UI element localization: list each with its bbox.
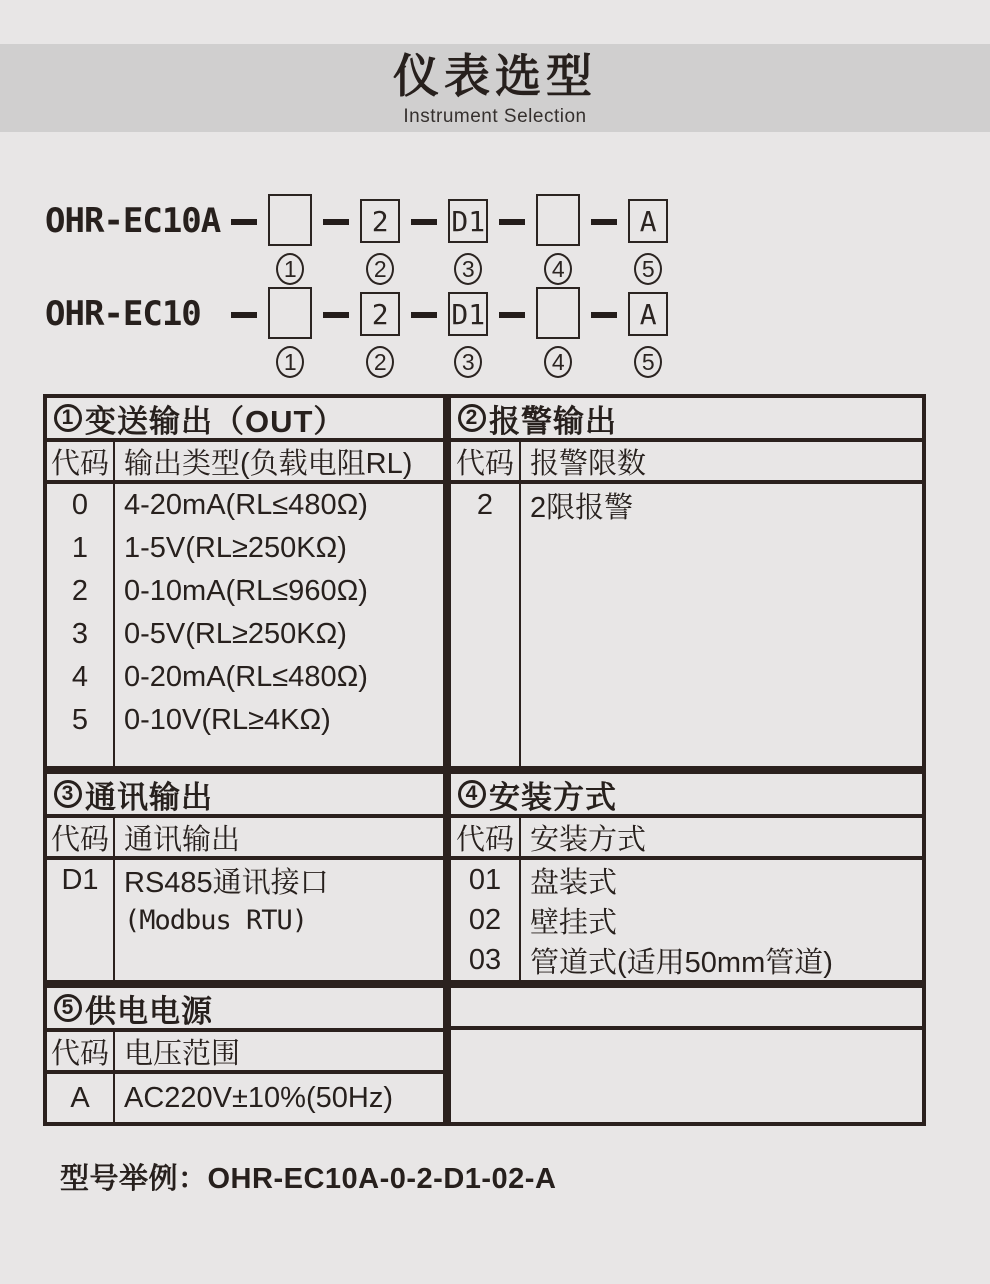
- code-column-header: 代码: [47, 818, 115, 856]
- empty-cell: [451, 1030, 922, 1117]
- code-cell: 2: [71, 575, 89, 607]
- code-box-value: D1: [448, 199, 488, 243]
- circled-number: 1: [54, 404, 82, 432]
- desc-cells: [521, 860, 922, 980]
- title-band: [0, 44, 990, 132]
- dash-separator: [231, 219, 257, 225]
- desc-cells: [115, 484, 443, 766]
- section-transmit-output: [43, 394, 447, 770]
- code-cell: 2: [476, 489, 494, 521]
- column-headers: [47, 442, 443, 484]
- code-cell: 3: [71, 618, 89, 650]
- desc-column-header: 输出类型(负载电阻RL): [124, 447, 413, 480]
- circled-number: 4: [544, 253, 572, 285]
- code-cells: [451, 484, 521, 766]
- code-segment-4: [536, 287, 580, 378]
- code-cell: 1: [71, 532, 89, 564]
- dash-separator: [323, 312, 349, 318]
- code-cell: 03: [468, 943, 502, 976]
- desc-cell: 盘装式: [530, 866, 618, 899]
- code-box-blank: [268, 194, 312, 246]
- code-segment-3: [448, 194, 488, 285]
- section-header: [451, 398, 922, 442]
- model-example-line: 型号举例：OHR-EC10A-0-2-D1-02-A: [60, 1163, 557, 1195]
- dash-separator: [499, 219, 525, 225]
- desc-cell: 管道式(适用50mm管道): [530, 946, 833, 979]
- code-segment-4: [536, 194, 580, 285]
- data-rows: [451, 860, 922, 980]
- desc-cells: [115, 860, 443, 980]
- desc-cell: 0-10mA(RL≤960Ω): [124, 575, 368, 607]
- desc-column-header: 安装方式: [530, 823, 647, 856]
- table-pair-1: [43, 394, 926, 770]
- code-cell: A: [70, 1081, 90, 1114]
- selection-table: [43, 394, 926, 1126]
- desc-cell: RS485通讯接口: [124, 866, 329, 899]
- column-headers: [451, 818, 922, 860]
- section-power-supply: [43, 984, 447, 1126]
- code-box-value: A: [628, 292, 668, 336]
- section-title: 报警输出: [489, 403, 617, 439]
- desc-cell: AC220V±10%(50Hz): [124, 1081, 393, 1114]
- circled-number: 2: [458, 404, 486, 432]
- code-segment-5: [628, 287, 668, 378]
- code-cell: 5: [71, 704, 89, 736]
- code-cell: [47, 900, 113, 940]
- data-rows: [47, 484, 443, 766]
- circled-number: 3: [454, 253, 482, 285]
- code-box-value: D1: [448, 292, 488, 336]
- desc-cell: 0-20mA(RL≤480Ω): [124, 661, 368, 693]
- code-cell: 01: [468, 863, 502, 896]
- dash-separator: [411, 312, 437, 318]
- model-name: OHR-EC10A: [45, 201, 221, 241]
- section-title: 安装方式: [489, 779, 617, 815]
- circled-number: 2: [366, 346, 394, 378]
- section-title: 变送输出（OUT）: [85, 403, 346, 439]
- code-box-value: A: [628, 199, 668, 243]
- data-rows: [47, 860, 443, 980]
- section-header: [47, 398, 443, 442]
- code-box-value: 2: [360, 292, 400, 336]
- data-rows: [47, 1074, 443, 1122]
- column-headers: [47, 818, 443, 860]
- desc-cell: 壁挂式: [530, 906, 618, 939]
- column-headers: [47, 1032, 443, 1074]
- page-subtitle: Instrument Selection: [403, 106, 587, 127]
- desc-cells: [521, 484, 922, 766]
- code-box-blank: [268, 287, 312, 339]
- code-cell: 02: [468, 903, 502, 936]
- circled-number: 2: [366, 253, 394, 285]
- code-segment-5: [628, 194, 668, 285]
- dash-separator: [231, 312, 257, 318]
- table-pair-2: [43, 770, 926, 984]
- circled-number: 3: [454, 346, 482, 378]
- code-cells: [451, 860, 521, 980]
- section-header: [47, 774, 443, 818]
- dash-separator: [591, 219, 617, 225]
- code-cell: 0: [71, 489, 89, 521]
- section-communication-output: [43, 770, 447, 984]
- code-box-blank: [536, 194, 580, 246]
- code-cells: [47, 1074, 115, 1122]
- desc-column-header: 电压范围: [124, 1037, 241, 1070]
- circled-number: 3: [54, 780, 82, 808]
- code-segment-1: [268, 194, 312, 285]
- circled-number: 4: [458, 780, 486, 808]
- circled-number: 4: [544, 346, 572, 378]
- desc-cell: (Modbus RTU): [124, 904, 308, 936]
- code-cells: [47, 860, 115, 980]
- section-header: [47, 988, 443, 1032]
- circled-number: 5: [54, 994, 82, 1022]
- circled-number: 1: [276, 253, 304, 285]
- section-title: 通讯输出: [85, 779, 213, 815]
- code-segment-1: [268, 287, 312, 378]
- model-code-row-ec10a: [45, 194, 990, 285]
- data-rows: [451, 484, 922, 766]
- desc-cells: [115, 1074, 443, 1122]
- circled-number: 1: [276, 346, 304, 378]
- desc-cell: 0-5V(RL≥250KΩ): [124, 618, 347, 650]
- code-cell: D1: [61, 863, 99, 896]
- code-segment-2: [360, 194, 400, 285]
- column-headers: [451, 442, 922, 484]
- code-segment-3: [448, 287, 488, 378]
- desc-cell: 1-5V(RL≥250KΩ): [124, 532, 347, 564]
- desc-column-header: 通讯输出: [124, 823, 241, 856]
- section-mounting-style: [447, 770, 926, 984]
- desc-cell: 0-10V(RL≥4KΩ): [124, 704, 331, 736]
- model-name: OHR-EC10: [45, 294, 221, 334]
- circled-number: 5: [634, 253, 662, 285]
- desc-column-header: 报警限数: [530, 447, 647, 480]
- section-header: [451, 774, 922, 818]
- code-cells: [47, 484, 115, 766]
- empty-cell: [451, 988, 922, 1030]
- code-segment-2: [360, 287, 400, 378]
- section-alarm-output: [447, 394, 926, 770]
- section-title: 供电电源: [85, 993, 213, 1029]
- code-column-header: 代码: [451, 818, 521, 856]
- code-column-header: 代码: [451, 442, 521, 480]
- dash-separator: [323, 219, 349, 225]
- code-cell: 4: [71, 661, 89, 693]
- circled-number: 5: [634, 346, 662, 378]
- dash-separator: [411, 219, 437, 225]
- ordering-code-diagrams: [45, 194, 990, 378]
- page-title: 仪表选型: [393, 50, 597, 102]
- code-column-header: 代码: [47, 1032, 115, 1070]
- code-column-header: 代码: [47, 442, 115, 480]
- section-empty-filler: [447, 984, 926, 1126]
- dash-separator: [591, 312, 617, 318]
- code-box-value: 2: [360, 199, 400, 243]
- dash-separator: [499, 312, 525, 318]
- code-box-blank: [536, 287, 580, 339]
- desc-cell: 2限报警: [530, 492, 634, 524]
- desc-cell: 4-20mA(RL≤480Ω): [124, 489, 368, 521]
- table-pair-3: [43, 984, 926, 1126]
- model-code-row-ec10: [45, 287, 990, 378]
